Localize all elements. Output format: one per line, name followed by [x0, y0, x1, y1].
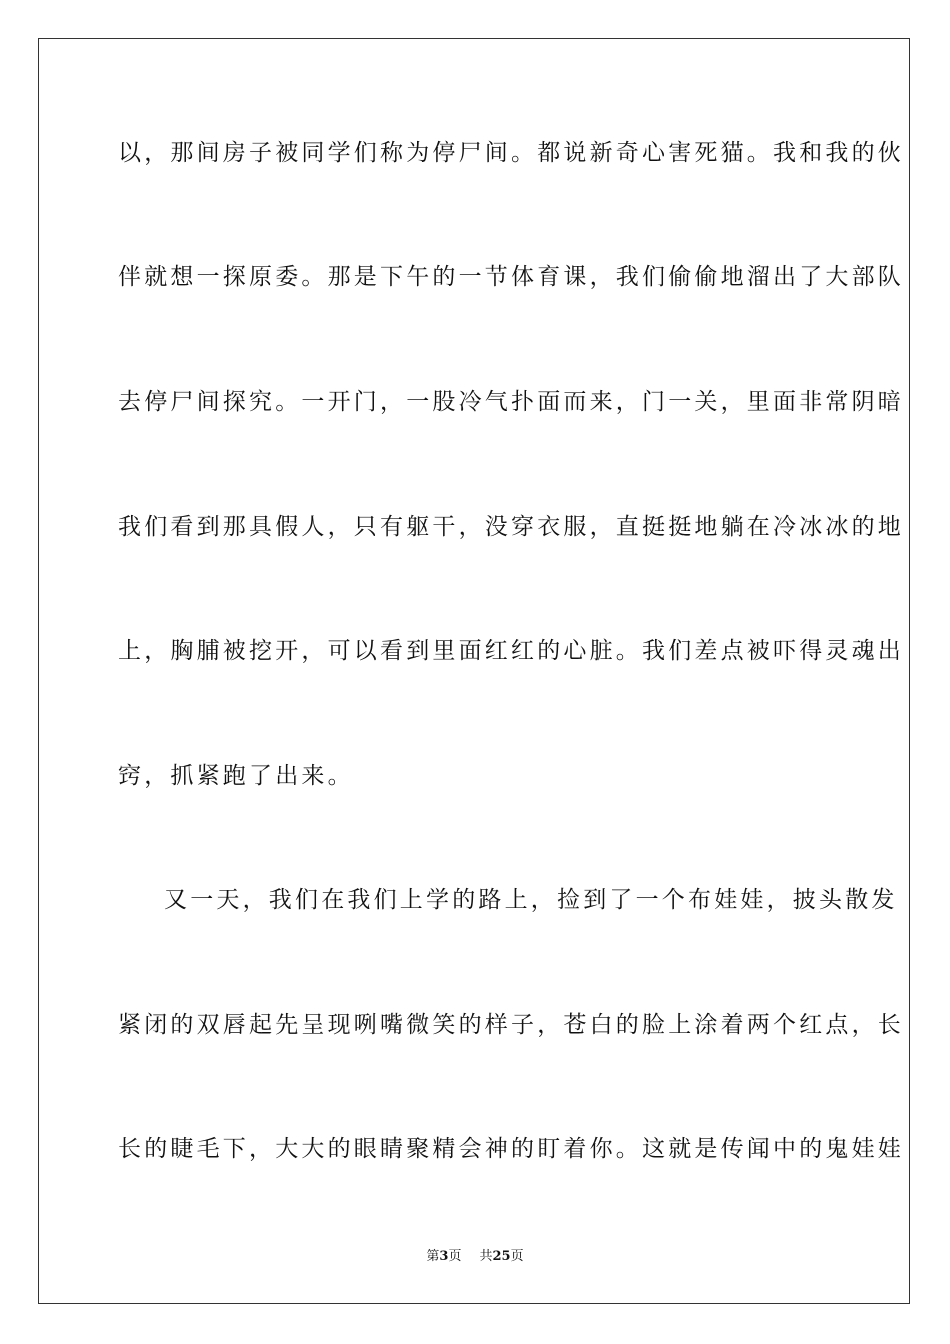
body-text-line-2: 伴就想一探原委。那是下午的一节体育课，我们偷偷地溜出了大部队	[118, 264, 904, 290]
page-border	[38, 38, 910, 1304]
total-pages: 25	[492, 1249, 511, 1264]
body-text-line-5: 上，胸脯被挖开，可以看到里面红红的心脏。我们差点被吓得灵魂出	[118, 638, 904, 664]
body-text-line-1: 以，那间房子被同学们称为停尸间。都说新奇心害死猫。我和我的伙	[118, 140, 904, 166]
total-prefix: 共	[479, 1249, 493, 1264]
page-footer	[0, 1248, 950, 1266]
body-text-line-4: 我们看到那具假人，只有躯干，没穿衣服，直挺挺地躺在冷冰冰的地	[118, 514, 904, 540]
body-text-line-9: 长的睫毛下，大大的眼睛聚精会神的盯着你。这就是传闻中的鬼娃娃	[118, 1136, 904, 1162]
page-number: 3	[439, 1249, 449, 1264]
page-suffix: 页	[448, 1249, 462, 1264]
body-text-line-8: 紧闭的双唇起先呈现咧嘴微笑的样子，苍白的脸上涂着两个红点，长	[118, 1012, 904, 1038]
page-prefix: 第	[426, 1249, 440, 1264]
body-text-line-3: 去停尸间探究。一开门，一股冷气扑面而来，门一关，里面非常阴暗	[118, 389, 904, 415]
body-text-line-6: 窍，抓紧跑了出来。	[118, 763, 354, 789]
paragraph-start-line: 又一天，我们在我们上学的路上，捡到了一个布娃娃，披头散发	[164, 887, 898, 913]
total-suffix: 页	[510, 1249, 524, 1264]
